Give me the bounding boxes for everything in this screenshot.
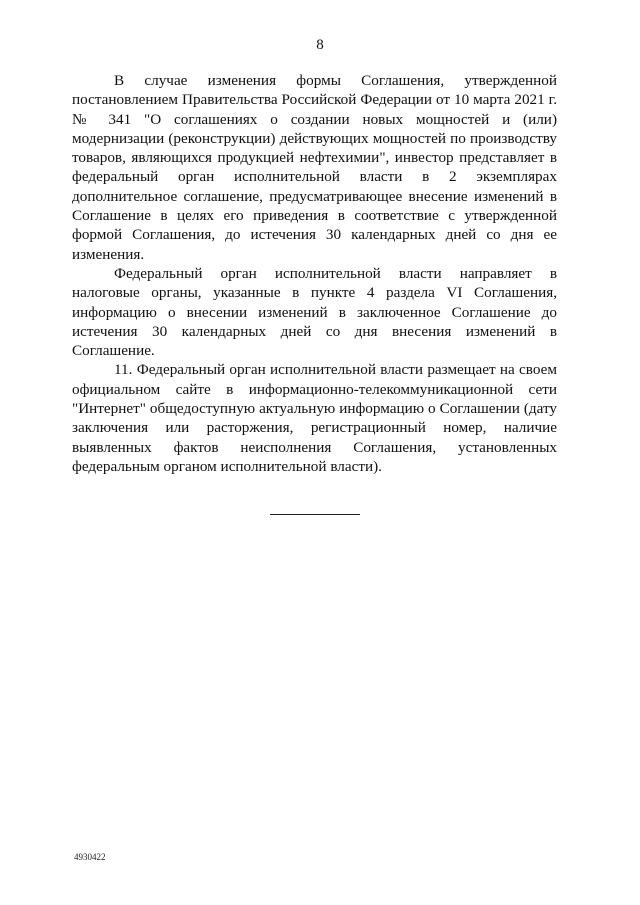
paragraph-form-change: В случае изменения формы Соглашения, утвержденной постановлением Правительства Российской Федерации от 10 марта 2021 г. № 341 "О соглашениях о создании новых мощностей и (или) модернизации (реконструкции) действующих мощностей по производству товаров, являющихся продукцией нефтехимии", инвестор представляет в федеральный орган исполнительной власти в 2 экземплярах дополнительное соглашение, предусматривающее внесение изменений в Соглашение в целях его приведения в соответствие с утвержденной формой Соглашения, до истечения 30 календарных дней со дня ее изменения. — [72, 72, 557, 263]
page-number: 8 — [316, 37, 324, 53]
paragraph-11-publication: 11. Федеральный орган исполнительной власти размещает на своем официальном сайте в информационно-телекоммуникационной сети "Интернет" общедоступную актуальную информацию о Соглашении (дату заключения или расторжения, регистрационный номер, наличие выявленных фактов неисполнения Соглашения, установленных федеральным органом исполнительной власти). — [72, 361, 557, 475]
document-body — [72, 71, 557, 476]
end-separator-line — [270, 514, 360, 515]
paragraph-tax-notification: Федеральный орган исполнительной власти направляет в налоговые органы, указанные в пункте 4 раздела VI Соглашения, информацию о внесении изменений в заключенное Соглашение до истечения 30 календарных дней со дня внесения изменений в Соглашение. — [72, 264, 557, 360]
document-code: 4930422 — [74, 852, 106, 862]
